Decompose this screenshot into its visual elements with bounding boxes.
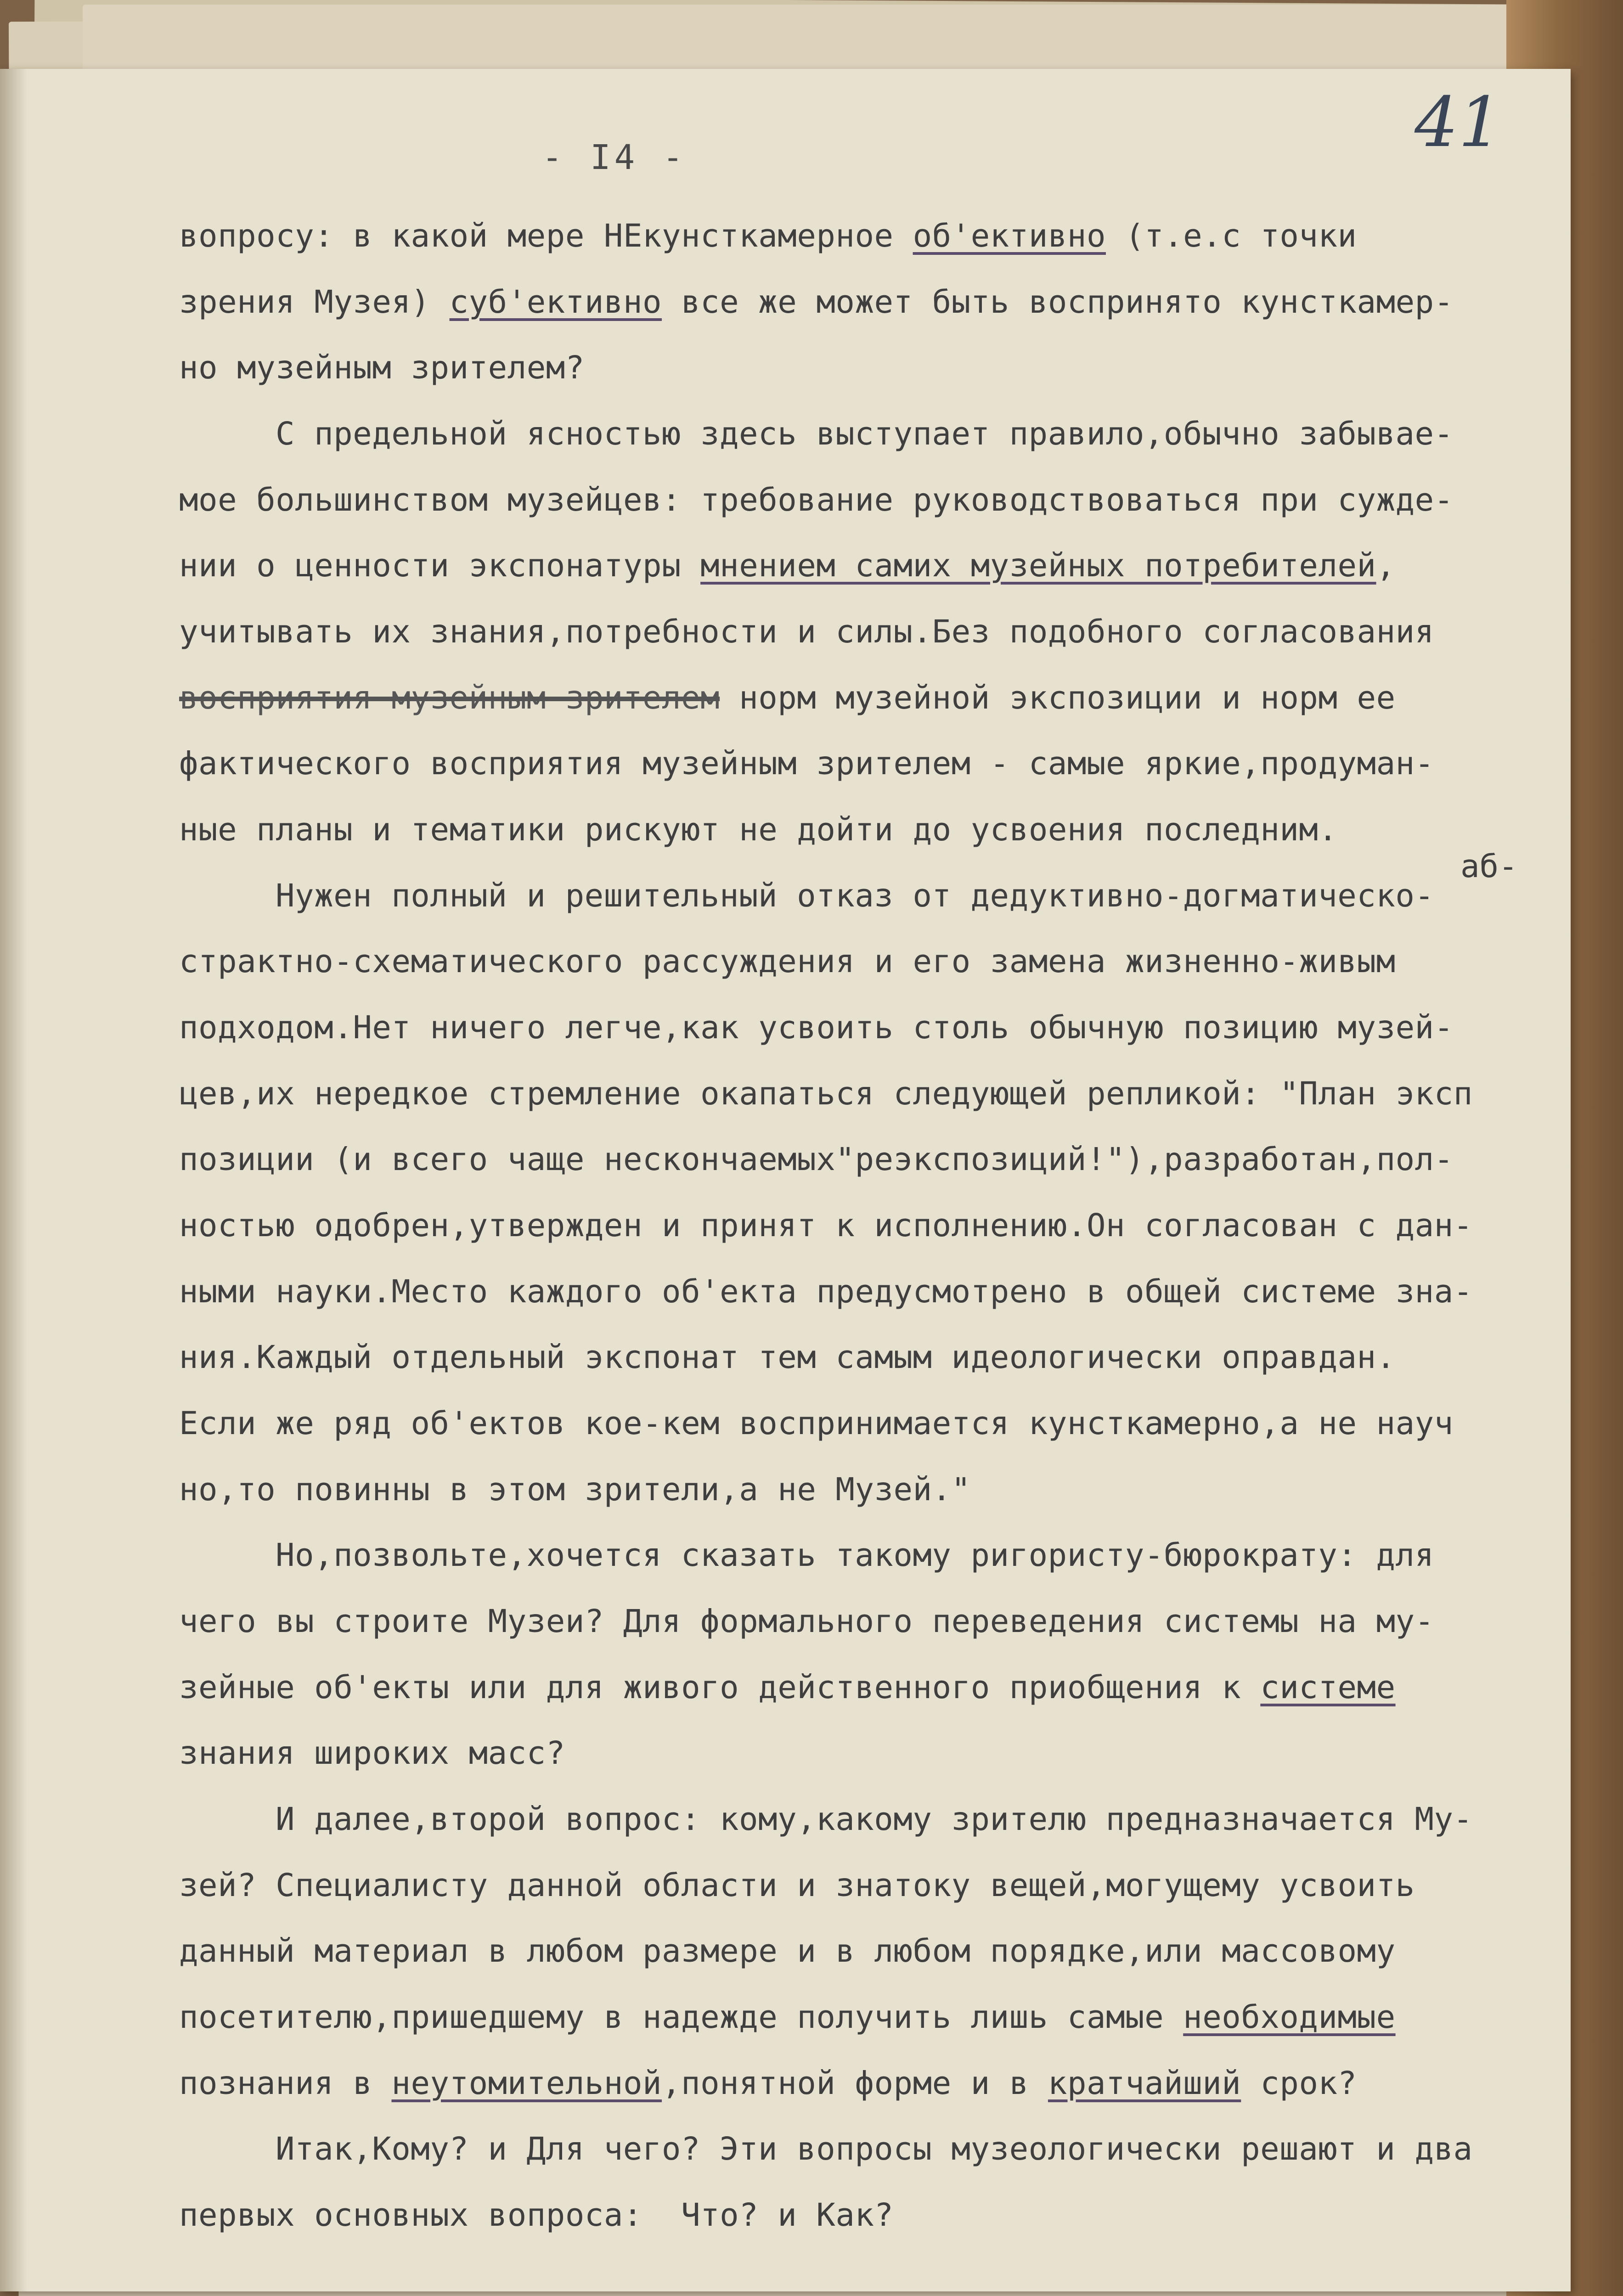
text-line: знания широких масс? xyxy=(179,1735,565,1772)
text-line: позиции (и всего чаще нескончаемых"реэкспозиций!"),разработан,пол- xyxy=(179,1141,1454,1178)
archive-folio-number: 41 xyxy=(1414,83,1502,163)
text-line: восприятия музейным зрителем норм музейной экспозиции и норм ее xyxy=(179,680,1396,716)
underlined-word: об'ективно xyxy=(913,218,1106,254)
text-line: И далее,второй вопрос: кому,какому зрителю предназначается Му- xyxy=(276,1801,1473,1838)
text-line: Итак,Кому? и Для чего? Эти вопросы музеологически решают и два xyxy=(276,2131,1473,2167)
text-line: данный материал в любом размере и в любом порядке,или массовому xyxy=(179,1933,1396,1970)
text-line: но,то повинны в этом зрители,а не Музей." xyxy=(179,1471,971,1508)
page-number: - I4 - xyxy=(542,138,687,177)
text-line: учитывать их знания,потребности и силы.Без подобного согласования xyxy=(179,613,1434,650)
text-line: цев,их нередкое стремление окапаться следующей репликой: "План эксп xyxy=(179,1075,1473,1112)
text-line: ния.Каждый отдельный экспонат тем самым идеологически оправдан. xyxy=(179,1339,1396,1376)
text-line: нии о ценности экспонатуры мнением самих музейных потребителей, xyxy=(179,547,1396,584)
text-line: вопросу: в какой мере НЕкунсткамерное об'ективно (т.е.с точки xyxy=(179,218,1357,254)
text-line: ными науки.Место каждого об'екта предусмотрено в общей системе зна- xyxy=(179,1273,1473,1310)
text-line: мое большинством музейцев: требование руководствоваться при сужде- xyxy=(179,482,1454,518)
text-line: но музейным зрителем? xyxy=(179,349,585,386)
text-line: ные планы и тематики рискуют не дойти до усвоения последним. xyxy=(179,811,1338,848)
text-line: первых основных вопроса: Что? и Как? xyxy=(179,2197,894,2234)
underlined-word: неутомительной xyxy=(391,2065,662,2102)
text-line: зрения Музея) суб'ективно все же может быть воспринято кунсткамер- xyxy=(179,284,1454,321)
text-line: посетителю,пришедшему в надежде получить лишь самые необходимые xyxy=(179,1999,1396,2036)
text-line: зей? Специалисту данной области и знатоку вещей,могущему усвоить xyxy=(179,1867,1415,1904)
typewritten-page xyxy=(0,69,1571,2291)
margin-annotation: аб- xyxy=(1460,848,1518,885)
underlined-word: системе xyxy=(1260,1669,1396,1706)
text-line: страктно-схематического рассуждения и его замена жизненно-живым xyxy=(179,943,1396,980)
underlined-phrase: мнением самих музейных потребителей xyxy=(700,547,1376,584)
underlined-word: необходимые xyxy=(1183,1999,1396,2036)
text-line: подходом.Нет ничего легче,как усвоить столь обычную позицию музей- xyxy=(179,1009,1454,1046)
text-line: чего вы строите Музеи? Для формального переведения системы на му- xyxy=(179,1603,1434,1640)
text-line: Если же ряд об'ектов кое-кем воспринимается кунсткамерно,а не науч xyxy=(179,1405,1454,1442)
text-line: Нужен полный и решительный отказ от дедуктивно-догматическо- xyxy=(276,878,1434,914)
text-line: зейные об'екты или для живого действенного приобщения к системе xyxy=(179,1669,1396,1706)
text-line: познания в неутомительной,понятной форме и в кратчайший срок? xyxy=(179,2065,1357,2102)
text-line: Но,позвольте,хочется сказать такому ригористу-бюрократу: для xyxy=(276,1537,1434,1574)
struck-out-text: восприятия музейным зрителем xyxy=(179,680,720,716)
text-line: фактического восприятия музейным зрителем - самые яркие,продуман- xyxy=(179,745,1434,782)
text-line: ностью одобрен,утвержден и принят к исполнению.Он согласован с дан- xyxy=(179,1207,1473,1244)
underlined-word: суб'ективно xyxy=(449,284,662,321)
underlined-word: кратчайший xyxy=(1048,2065,1241,2102)
text-line: С предельной ясностью здесь выступает правило,обычно забывае- xyxy=(276,416,1454,452)
